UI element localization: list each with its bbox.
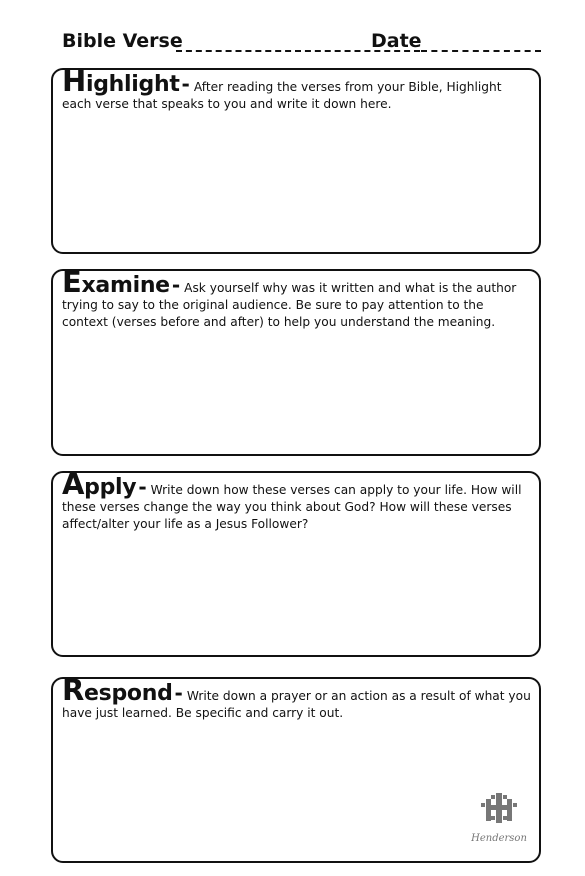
bible-verse-label: Bible Verse: [62, 30, 183, 52]
highlight-title: [62, 64, 180, 98]
apply-dash: -: [138, 475, 147, 499]
church-logo: [469, 789, 529, 849]
apply-section: [51, 467, 541, 657]
examine-section: [51, 265, 541, 456]
apply-title-rest: pply: [84, 475, 137, 500]
examine-title-initial: E: [62, 265, 82, 299]
page-header: [62, 30, 542, 56]
examine-description: Ask yourself why was it written and what is the author trying to say to the original audience. Be sure to pay attention to the context (verses before and after) to help you understand the meaning.: [62, 281, 517, 329]
respond-section: [51, 673, 541, 863]
respond-description: Write down a prayer or an action as a result of what you have just learned. Be specific and carry it out.: [62, 689, 531, 720]
respond-dash: -: [174, 681, 183, 705]
apply-title-initial: A: [62, 467, 85, 501]
date-blank-line: [421, 50, 541, 52]
highlight-title-initial: H: [62, 64, 86, 98]
apply-title: [62, 467, 137, 501]
church-logo-icon: [469, 789, 529, 849]
examine-title: [62, 265, 170, 299]
apply-description: Write down how these verses can apply to your life. How will these verses change the way you think about God? How will these verses affect/alter your life as a Jesus Follower?: [62, 483, 522, 531]
highlight-dash: -: [181, 72, 190, 96]
examine-dash: -: [171, 273, 181, 297]
logo-text: Henderson: [471, 833, 527, 844]
date-label: Date: [371, 30, 422, 52]
respond-title-rest: espond: [84, 681, 173, 706]
highlight-section: [51, 64, 541, 254]
respond-title-initial: R: [62, 673, 85, 707]
highlight-description: After reading the verses from your Bible, Highlight each verse that speaks to you and write it down here.: [62, 80, 502, 111]
examine-title-rest: xamine: [81, 273, 170, 298]
respond-title: [62, 673, 173, 707]
highlight-title-rest: ighlight: [85, 72, 180, 97]
